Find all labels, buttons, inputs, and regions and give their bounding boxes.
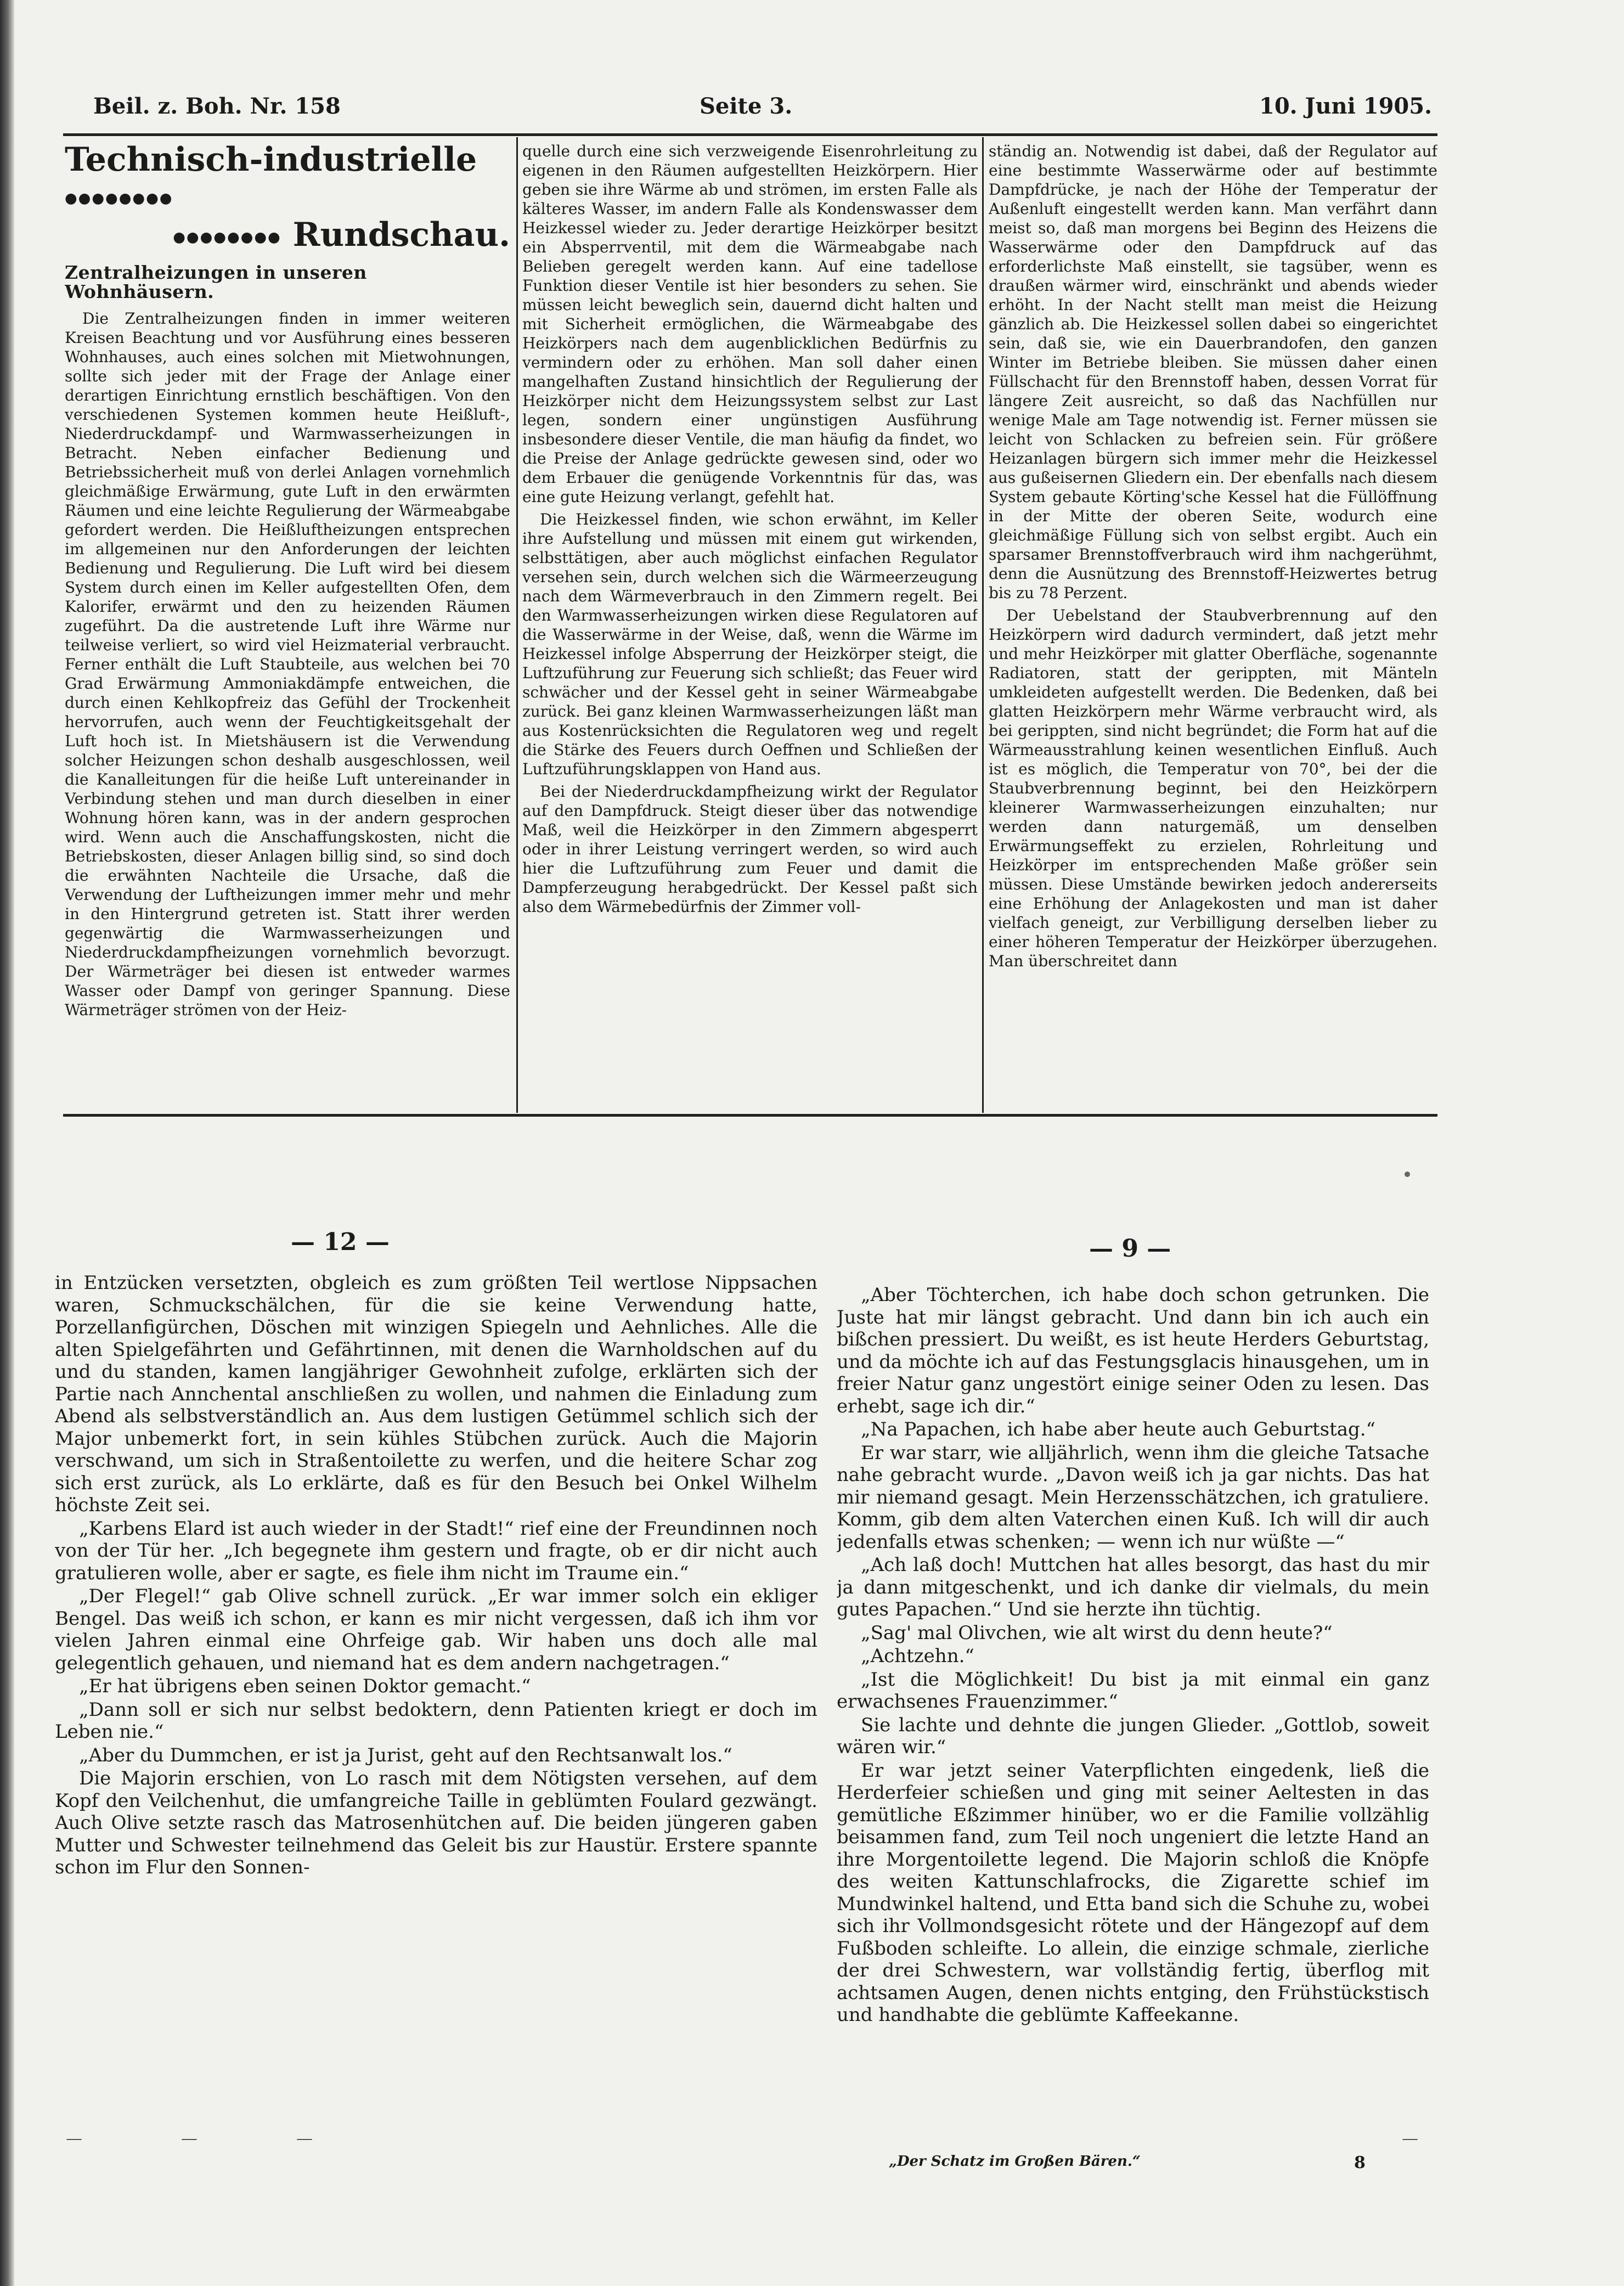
paragraph: Er war starr, wie alljährlich, wenn ihm die gleiche Tatsache nahe gebracht wurde. „Davon weiß ich ja gar nichts. Das hat mir niemand gesagt. Mein Herzensschätzchen, ich gratuliere. Komm, gib dem alten Vaterchen einen Kuß. Ich will dir auch jedenfalls etwas schenken; — wenn ich nur wüßte —“ bbox=[837, 1442, 1429, 1553]
scan-edge bbox=[0, 0, 14, 2286]
paragraph: Die Heizkessel finden, wie schon erwähnt, im Keller ihre Aufstellung und müssen mit einem gut wirkenden, selbsttätigen, aber auch möglichst einfachen Regulator versehen sein, durch welchen sich die Wärmeerzeugung nach dem Wärmeverbrauch in den Zimmern regelt. Bei den Warmwasserheizungen wirken diese Regulatoren auf die Wasserwärme in der Weise, daß, wenn die Wärme im Heizkessel infolge Absperrung der Heizkörper steigt, die Luftzuführung zur Feuerung sich schließt; das Feuer wird schwächer und der Kessel geht in seiner Wärmeabgabe zurück. Bei ganz kleinen Warmwasserheizungen läßt man aus Kostenrücksichten die Regulatoren weg und regelt die Stärke des Feuers durch Oeffnen und Schließen der Luftzuführungsklappen von Hand aus. bbox=[522, 510, 978, 778]
paragraph: „Der Flegel!“ gab Olive schnell zurück. „Er war immer solch ein ekliger Bengel. Das weiß ich schon, er kann es mir nicht vergessen, daß ich ihm vor vielen Jahren einmal eine Ohrfeige gab. Wir haben uns doch alle mal gelegentlich gehauen, und niemand hat es dem andern nachgetragen.“ bbox=[55, 1585, 817, 1674]
story-column-left bbox=[55, 1272, 817, 2128]
paragraph: „Ist die Möglichkeit! Du bist ja mit einmal ein ganz erwachsenes Frauenzimmer.“ bbox=[837, 1668, 1429, 1713]
paragraph: Die Majorin erschien, von Lo rasch mit dem Nötigsten versehen, auf dem Kopf den Veilchenhut, die umfangreiche Taille in geblümten Foulard gezwängt. Auch Olive setzte rasch das Matrosenhütchen auf. Die beiden jüngeren gaben Mutter und Schwester teilnehmend das Geleit bis zur Haustür. Erstere spannte schon im Flur den Sonnen- bbox=[55, 1767, 817, 1878]
paragraph: Die Zentralheizungen finden in immer weiteren Kreisen Beachtung und vor Ausführung eines besseren Wohnhauses, auch eines solchen mit Mietwohnungen, sollte sich jeder mit der Frage der Anlage einer derartigen Einrichtung ernstlich beschäftigen. Von den verschiedenen Systemen kommen heute Heißluft-, Niederdruckdampf- und Warmwasserheizungen in Betracht. Neben einfacher Bedienung und Betriebssicherheit muß von derlei Anlagen vornehmlich gleichmäßige Erwärmung, gute Luft in den erwärmten Räumen und eine leichte Regulierung der Wärmeabgabe gefordert werden. Die Heißluftheizungen entsprechen im allgemeinen nur den Anforderungen der leichten Bedienung und Regulierung. Die Luft wird bei diesem System durch einen im Keller aufgestellten Ofen, dem Kalorifer, erwärmt und den zu heizenden Räumen zugeführt. Da die austretende Luft ihre Wärme nur teilweise verliert, so wird viel Heizmaterial verbraucht. Ferner enthält die Luft Staubteile, aus welchen bei 70 Grad Erwärmung Ammoniakdämpfe entweichen, die durch einen Kehlkopfreiz das Gefühl der Trockenheit hervorrufen, auch wenn der Feuchtigkeitsgehalt der Luft hoch ist. In Mietshäusern ist die Verwendung solcher Heizungen schon deshalb ausgeschlossen, weil die Kanalleitungen für die heiße Luft untereinander in Verbindung stehen und man durch dieselben in einer Wohnung hören kann, was in der andern gesprochen wird. Wenn auch die Anschaffungskosten, nicht die Betriebskosten, dieser Anlagen billig sind, so sind doch die erwähnten Nachteile die Ursache, daß die Verwendung der Luftheizungen immer mehr und mehr in den Hintergrund getreten ist. Statt ihrer werden gegenwärtig die Warmwasserheizungen und Niederdruckdampfheizungen vornehmlich bevorzugt. Der Wärmeträger bei diesen ist entweder warmes Wasser oder Dampf von geringer Spannung. Diese Wärmeträger strömen von der Heiz- bbox=[65, 309, 510, 1019]
cut-mark: — bbox=[1402, 2129, 1418, 2148]
paragraph: Er war jetzt seiner Vaterpflichten eingedenk, ließ die Herderfeier schießen und ging mit seiner Aeltesten in das gemütliche Eßzimmer hinüber, wo er die Familie vollzählig beisammen fand, zum Teil noch ungeniert die letzte Hand an ihre Morgentoilette legend. Die Majorin schloß die Knöpfe des weiten Kattunschlafrocks, die Zigarette schief im Mundwinkel haltend, und Etta band sich die Schuhe zu, wobei sich ihr Vollmondsgesicht rötete und der Hängezopf auf dem Fußboden schleifte. Lo allein, die einzige schmale, zierliche der drei Schwestern, war vollständig fertig, überflog mit achtsamen Augen, denen nichts entging, den Frühstückstisch und handhabte die geblümte Kaffeekanne. bbox=[837, 1759, 1429, 2026]
paragraph: in Entzücken versetzten, obgleich es zum größten Teil wertlose Nippsachen waren, Schmuckschälchen, für die sie keine Verwendung hatte, Porzellanfigürchen, Döschen mit winzigen Spiegeln und Aehnliches. Alle die alten Spielgefährten und Gefährtinnen, mit denen die Warnholdschen auf du und du standen, kamen langjähriger Gewohnheit zufolge, erklärten sich der Partie nach Annchental anschließen zu wollen, und nahmen die Einladung zum Abend als selbstverständlich an. Aus dem lustigen Getümmel schlich sich der Major unbemerkt fort, in sein kühles Stübchen zurück. Auch die Majorin verschwand, um sich in Straßentoilette zu werfen, und die heitere Schar zog sich erst zurück, als Lo erklärte, daß es für den Besuch bei Onkel Wilhelm höchste Zeit sei. bbox=[55, 1272, 817, 1516]
paragraph: „Achtzehn.“ bbox=[861, 1645, 974, 1667]
bottom-rule bbox=[63, 1114, 1437, 1117]
signature-number: 8 bbox=[1354, 2153, 1366, 2172]
header-rule bbox=[63, 133, 1437, 136]
ornament: ●●●●●●●● bbox=[173, 229, 281, 245]
paragraph: „Aber du Dummchen, er ist ja Jurist, geht auf den Rechtsanwalt los.“ bbox=[79, 1744, 732, 1766]
paragraph: Bei der Niederdruckdampfheizung wirkt der Regulator auf den Dampfdruck. Steigt dieser über das notwendige Maß, weil die Heizkörper in den Zimmern abgesperrt oder in ihrer Leistung verringert werden, so wird auch hier die Luftzuführung zum Feuer und damit die Dampferzeugung herabgedrückt. Der Kessel paßt sich also dem Wärmebedürfnis der Zimmer voll- bbox=[522, 782, 978, 916]
column-divider bbox=[516, 137, 518, 1113]
paragraph: Sie lachte und dehnte die jungen Glieder. „Gottlob, soweit wären wir.“ bbox=[837, 1714, 1429, 1758]
story-column-right bbox=[837, 1284, 1429, 2137]
ornament: ●●●●●●●● bbox=[65, 190, 173, 207]
column-divider bbox=[982, 137, 984, 1113]
rubric-line-2: Rundschau. bbox=[292, 215, 510, 254]
article-column-1 bbox=[65, 142, 510, 1113]
cut-mark: — bbox=[66, 2129, 82, 2148]
rubric-heading bbox=[65, 142, 510, 255]
article-subtitle: Zentralheizungen in unseren Wohnhäusern. bbox=[65, 262, 367, 302]
cut-mark: — bbox=[296, 2129, 313, 2148]
paragraph: „Ach laß doch! Muttchen hat alles besorgt, das hast du mir ja dann mitgeschenkt, und ich danke dir vielmals, du mein gutes Papachen.“ Und sie herzte ihn tüchtig. bbox=[837, 1554, 1429, 1620]
paragraph: „Karbens Elard ist auch wieder in der Stadt!“ rief eine der Freundinnen noch von der Tür her. „Ich begegnete ihm gestern und fragte, ob er dir nicht auch gratulieren wolle, aber er sagte, es fiele ihm nicht im Traume ein.“ bbox=[55, 1517, 817, 1584]
paragraph: „Sag' mal Olivchen, wie alt wirst du denn heute?“ bbox=[861, 1621, 1333, 1644]
issue-label: Beil. z. Boh. Nr. 158 bbox=[93, 93, 341, 119]
paragraph: „Er hat übrigens eben seinen Doktor gemacht.“ bbox=[79, 1675, 531, 1697]
paragraph: Der Uebelstand der Staubverbrennung auf den Heizkörpern wird dadurch vermindert, daß jetzt mehr und mehr Heizkörper mit glatter Oberfläche, sogenannte Radiatoren, statt der gerippten, mit Mänteln umkleideten aufgestellt werden. Die Bedenken, daß bei glatten Heizkörpern mehr Wärme verbraucht wird, als bei gerippten, sind nicht begründet; die Form hat auf die Wärmeausstrahlung keinen wesentlichen Einfluß. Auch ist es möglich, die Temperatur von 70°, bei der die Staubverbrennung beginnt, bei den Heizkörpern kleinerer Warmwasserheizungen einzuhalten; nur werden dann naturgemäß, um denselben Erwärmungseffekt zu erzielen, Rohrleitung und Heizkörper im entsprechenden Maße größer sein müssen. Diese Umstände bewirken jedoch andererseits eine Erhöhung der Anlagekosten und man ist daher vielfach geneigt, zur Verbilligung derselben lieber zu einer höheren Temperatur der Heizkörper überzugehen. Man überschreitet dann bbox=[989, 606, 1437, 970]
page-number-right: — 9 — bbox=[1089, 1235, 1171, 1263]
paragraph: „Na Papachen, ich habe aber heute auch Geburtstag.“ bbox=[861, 1418, 1375, 1440]
paragraph: „Dann soll er sich nur selbst bedoktern, denn Patienten kriegt er doch im Leben nie.“ bbox=[55, 1698, 817, 1743]
scan-speck bbox=[1405, 1172, 1410, 1177]
cut-mark: — bbox=[181, 2129, 198, 2148]
article-column-3 bbox=[989, 142, 1437, 1113]
date-label: 10. Juni 1905. bbox=[1259, 93, 1432, 119]
page-label: Seite 3. bbox=[700, 93, 793, 119]
paragraph: ständig an. Notwendig ist dabei, daß der Regulator auf eine bestimmte Wasserwärme oder auf bestimmte Dampfdrücke, je nach der Höhe der Temperatur der Außenluft eingestellt werden kann. Man verfährt dann meist so, daß man morgens bei Beginn des Heizens die Wasserwärme oder den Dampfdruck auf das erforderlichste Maß einstellt, sie tagsüber, wenn es draußen wärmer wird, einschränkt und abends wieder erhöht. In der Nacht stellt man meist die Heizung gänzlich ab. Die Heizkessel sollen dabei so eingerichtet sein, daß sie, wie ein Dauerbrandofen, den ganzen Winter im Betriebe bleiben. Sie müssen daher einen Füllschacht für den Brennstoff haben, dessen Vorrat für längere Zeit ausreicht, so daß das Nachfüllen nur wenige Male am Tage notwendig ist. Ferner müssen sie leicht von Schlacken zu befreien sein. Für größere Heizanlagen bürgern sich immer mehr die Heizkessel aus gußeisernen Gliedern ein. Der ebenfalls nach diesem System gebaute Körting'sche Kessel hat die Füllöffnung in der Mitte der oberen Seite, wodurch eine gleichmäßige Füllung sich von selbst ergibt. Auch ein sparsamer Brennstoffverbrauch wird ihm nachgerühmt, denn die Ausnützung des Brennstoff-Heizwertes betrug bis zu 78 Perzent. bbox=[989, 142, 1437, 602]
article-column-2 bbox=[522, 142, 978, 1113]
paragraph: quelle durch eine sich verzweigende Eisenrohrleitung zu eigenen in den Räumen aufgestellten Heizkörpern. Hier geben sie ihre Wärme ab und strömen, im ersten Falle als kälteres Wasser, im andern Falle als Kondenswasser dem Heizkessel wieder zu. Jeder derartige Heizkörper besitzt ein Absperrventil, mit dem die Wärmeabgabe nach Belieben geregelt werden kann. Auf eine tadellose Funktion dieser Ventile ist hier besonders zu sehen. Sie müssen leicht beweglich sein, dauernd dicht halten und mit Sicherheit ermöglichen, die Wärmeabgabe des Heizkörpers nach dem augenblicklichen Bedürfnis zu vermindern oder zu erhöhen. Man soll daher einen mangelhaften Zustand hinsichtlich der Regulierung der Heizkörper nicht dem Heizungssystem selbst zur Last legen, sondern einer ungünstigen Ausführung insbesondere dieser Ventile, die man häufig da findet, wo die Preise der Anlage gedrückte gewesen sind, oder wo dem Erbauer die genügende Vorkenntnis für das, was eine gute Heizung verlangt, gefehlt hat. bbox=[522, 142, 978, 506]
newspaper-header bbox=[93, 93, 1432, 126]
rubric-line-1: Technisch-industrielle bbox=[65, 142, 477, 179]
story-title-footer: „Der Schatz im Großen Bären.“ bbox=[889, 2153, 1141, 2170]
paragraph: „Aber Töchterchen, ich habe doch schon getrunken. Die Juste hat mir längst gebracht. Und dann bin ich auch ein bißchen pressiert. Du weißt, es ist heute Herders Geburtstag, und da möchte ich auf das Festungsglacis hinausgehen, um in freier Natur ganz ungestört einige seiner Oden zu lesen. Das erhebt, sage ich dir.“ bbox=[837, 1284, 1429, 1417]
page-number-left: — 12 — bbox=[291, 1228, 390, 1256]
